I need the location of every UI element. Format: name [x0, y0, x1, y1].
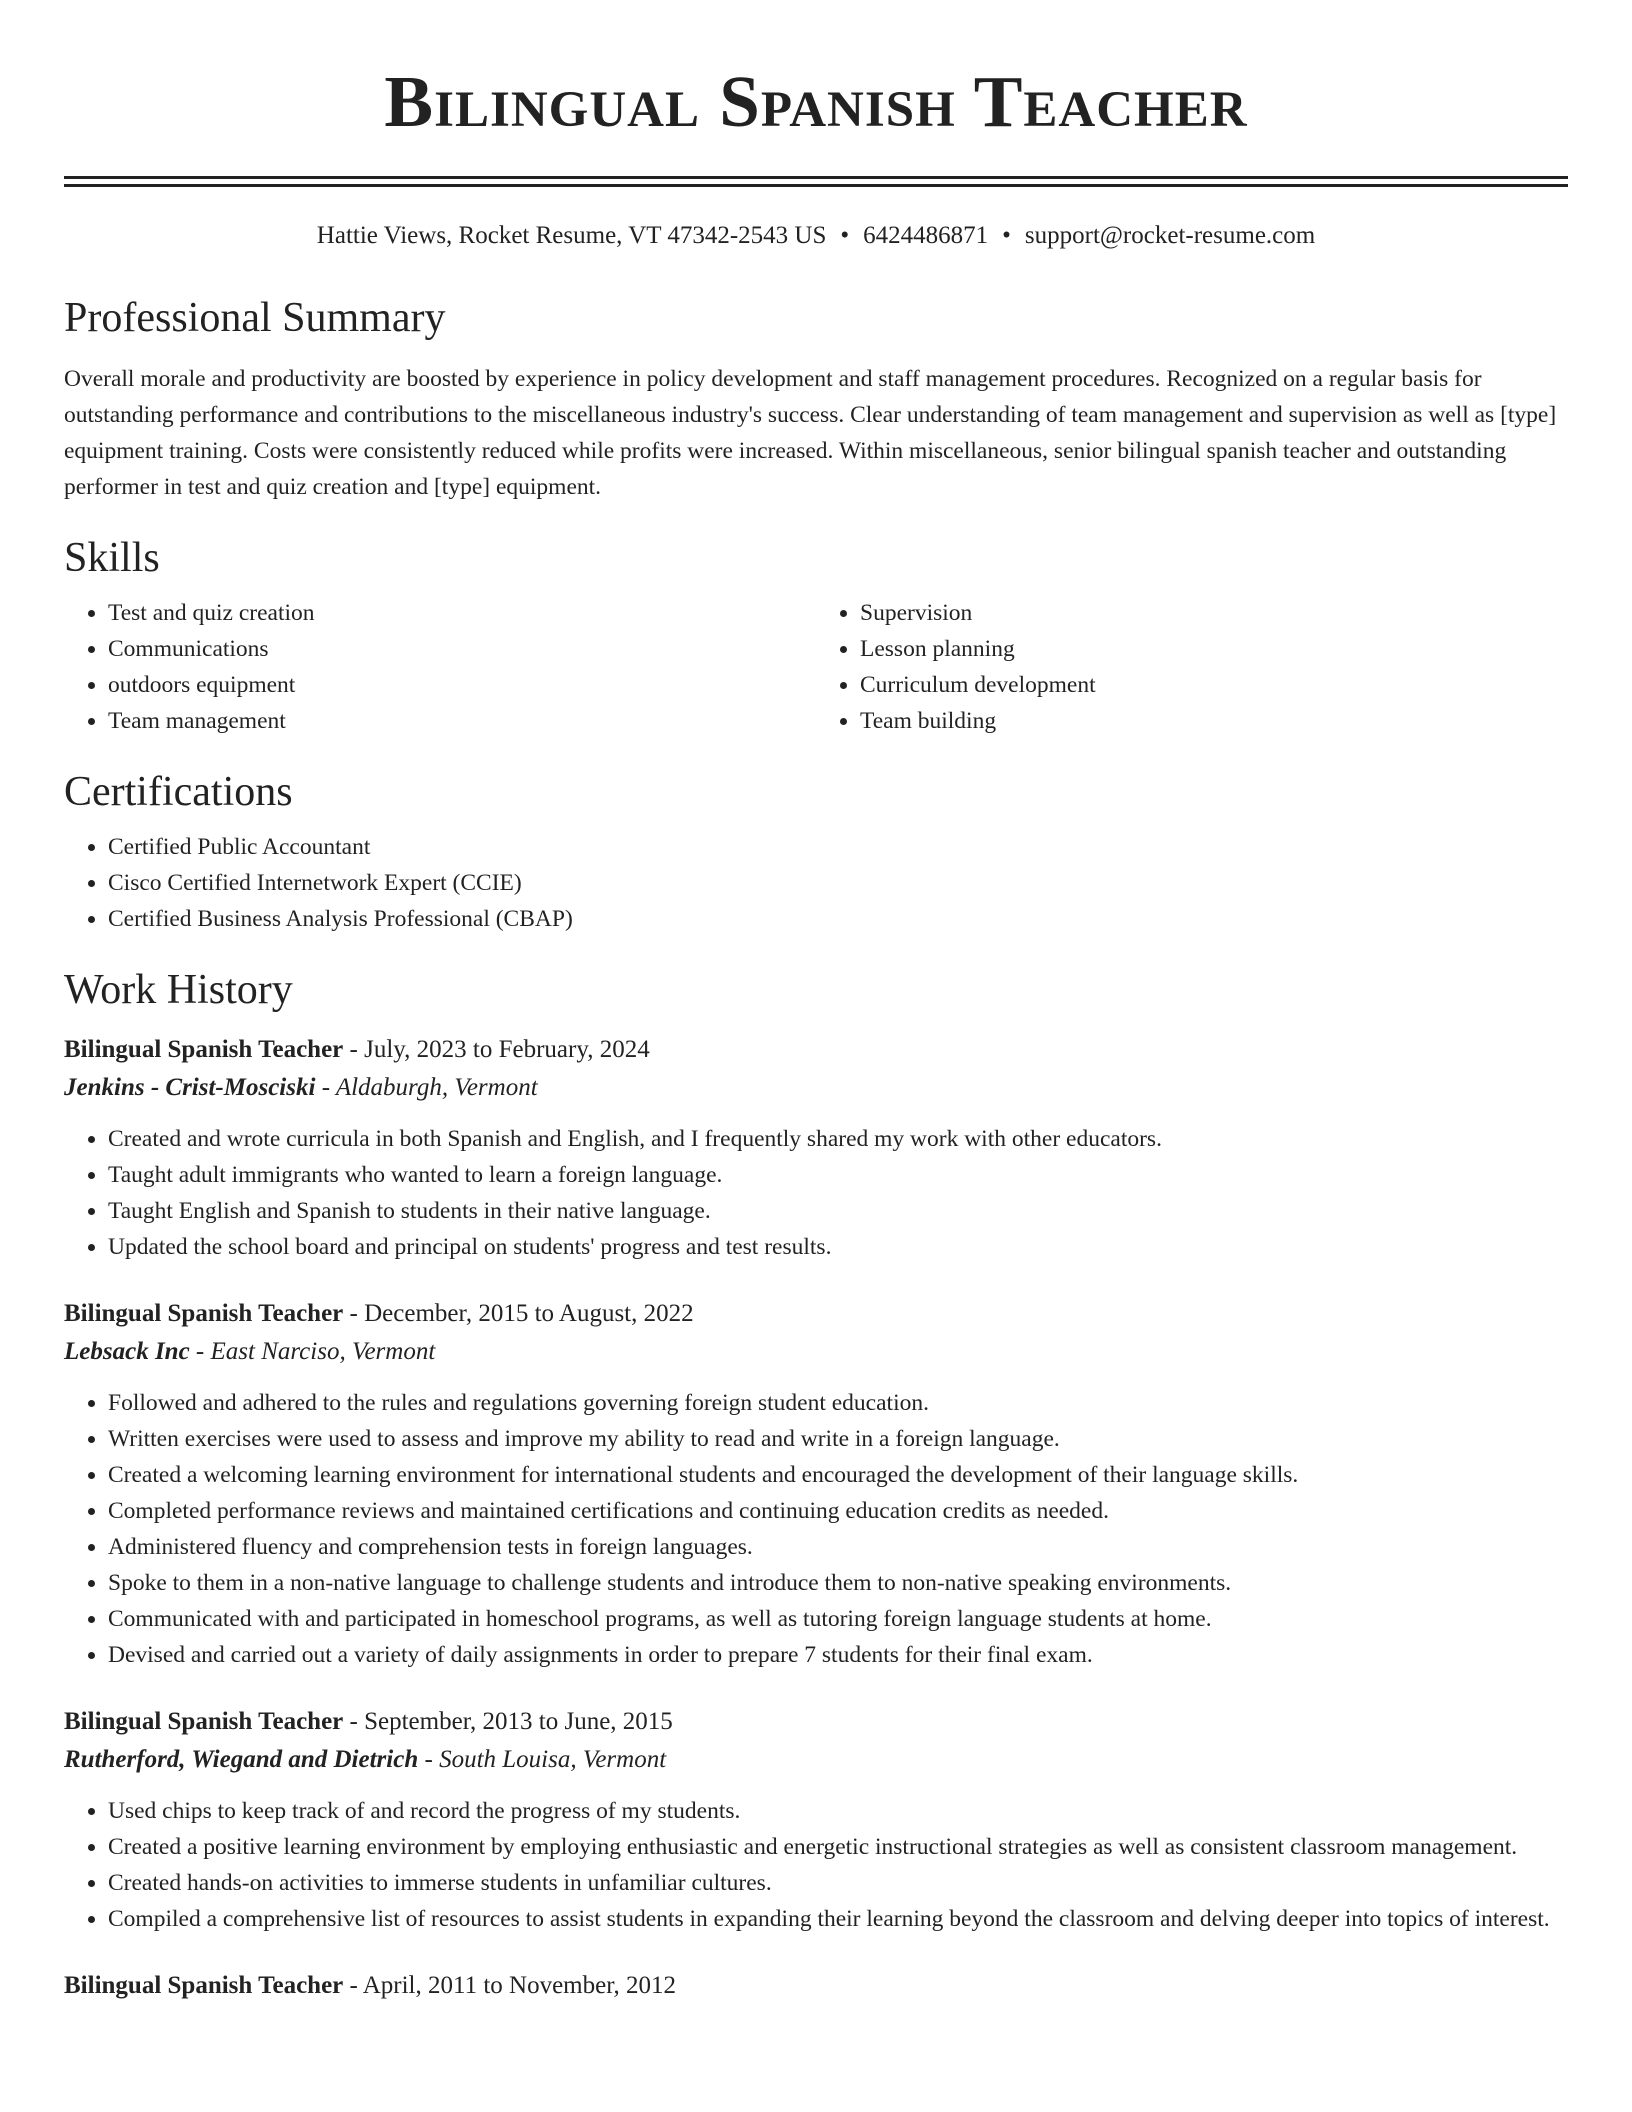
- header-divider-bottom: [64, 184, 1568, 187]
- contact-line: [64, 221, 1568, 251]
- job-bullets: [64, 1121, 1568, 1265]
- header-divider-top: [64, 176, 1568, 179]
- job-bullet: • Administered fluency and comprehension tests in foreign languages.: [108, 1529, 1568, 1565]
- skill-item: • Communications: [108, 631, 816, 667]
- summary-section: [64, 293, 1568, 505]
- certifications-section: [64, 767, 1568, 937]
- job-entry: [64, 1295, 1568, 1673]
- job-location: South Louisa, Vermont: [439, 1746, 667, 1773]
- skill-item: • Curriculum development: [860, 667, 1568, 703]
- job-bullet: • Updated the school board and principal on students' progress and test results.: [108, 1229, 1568, 1265]
- certifications-heading: Certifications: [64, 769, 293, 815]
- job-dates: September, 2013 to June, 2015: [364, 1708, 673, 1735]
- job-title: Bilingual Spanish Teacher: [64, 1708, 344, 1735]
- job-bullet: • Used chips to keep track of and record the progress of my students.: [108, 1793, 1568, 1829]
- skills-list-right: [816, 595, 1568, 739]
- skill-item: • Team building: [860, 703, 1568, 739]
- job-company: Jenkins - Crist-Mosciski: [64, 1074, 316, 1101]
- job-bullet: • Taught English and Spanish to students in their native language.: [108, 1193, 1568, 1229]
- contact-separator: •: [1002, 222, 1011, 249]
- job-title: Bilingual Spanish Teacher: [64, 1036, 344, 1063]
- certifications-list: [64, 829, 1568, 937]
- skill-item: • outdoors equipment: [108, 667, 816, 703]
- skills-section: [64, 533, 1568, 739]
- summary-heading: Professional Summary: [64, 295, 446, 341]
- job-entry: [64, 1031, 1568, 1265]
- job-bullets: [64, 1385, 1568, 1673]
- job-bullet: • Written exercises were used to assess and improve my ability to read and write in a foreign language.: [108, 1421, 1568, 1457]
- job-title-line: Bilingual Spanish Teacher - April, 2011 to November, 2012: [64, 1972, 677, 1999]
- job-company: Lebsack Inc: [64, 1338, 190, 1365]
- job-company: Rutherford, Wiegand and Dietrich: [64, 1746, 419, 1773]
- skill-item: • Lesson planning: [860, 631, 1568, 667]
- job-company-line: Jenkins - Crist-Mosciski - Aldaburgh, Vermont: [64, 1074, 538, 1101]
- job-bullet: • Followed and adhered to the rules and regulations governing foreign student education.: [108, 1385, 1568, 1421]
- job-bullet: • Created hands-on activities to immerse students in unfamiliar cultures.: [108, 1865, 1568, 1901]
- job-bullet: • Created a welcoming learning environment for international students and encouraged the development of their language skills.: [108, 1457, 1568, 1493]
- skill-item: • Team management: [108, 703, 816, 739]
- job-title: Bilingual Spanish Teacher: [64, 1972, 344, 1999]
- job-bullet: • Completed performance reviews and maintained certifications and continuing education credits as needed.: [108, 1493, 1568, 1529]
- job-bullet: • Devised and carried out a variety of daily assignments in order to prepare 7 students for their final exam.: [108, 1637, 1568, 1673]
- certification-item: • Certified Public Accountant: [108, 829, 1568, 865]
- job-title-line: Bilingual Spanish Teacher - July, 2023 to February, 2024: [64, 1036, 650, 1063]
- job-bullet: • Created and wrote curricula in both Spanish and English, and I frequently shared my work with other educators.: [108, 1121, 1568, 1157]
- job-bullet: • Created a positive learning environment by employing enthusiastic and energetic instructional strategies as well as consistent classroom management.: [108, 1829, 1568, 1865]
- job-dates: April, 2011 to November, 2012: [362, 1972, 677, 1999]
- job-bullet: • Communicated with and participated in homeschool programs, as well as tutoring foreign language students at home.: [108, 1601, 1568, 1637]
- work-history-heading: Work History: [64, 967, 293, 1013]
- contact-email[interactable]: support@rocket-resume.com: [1024, 222, 1316, 249]
- job-bullet: • Compiled a comprehensive list of resources to assist students in expanding their learning beyond the classroom and delving deeper into topics of interest.: [108, 1901, 1568, 1937]
- contact-address: Hattie Views, Rocket Resume, VT 47342-2543 US: [316, 222, 827, 249]
- resume-name: Bilingual Spanish Teacher: [384, 61, 1248, 142]
- job-location: Aldaburgh, Vermont: [335, 1074, 538, 1101]
- contact-phone: 6424486871: [863, 222, 989, 249]
- job-dates: December, 2015 to August, 2022: [364, 1300, 694, 1327]
- contact-separator: •: [840, 222, 850, 249]
- skill-item: • Test and quiz creation: [108, 595, 816, 631]
- job-company-line: Rutherford, Wiegand and Dietrich - South Louisa, Vermont: [64, 1746, 667, 1773]
- job-bullet: • Taught adult immigrants who wanted to learn a foreign language.: [108, 1157, 1568, 1193]
- work-history-section: [64, 965, 1568, 2005]
- certification-item: • Certified Business Analysis Professional (CBAP): [108, 901, 1568, 937]
- job-bullets: [64, 1793, 1568, 1937]
- job-title: Bilingual Spanish Teacher: [64, 1300, 344, 1327]
- summary-text: Overall morale and productivity are boosted by experience in policy development and staff management procedures. Recognized on a regular basis for outstanding performance and contributions to the miscellaneous industry's success. Clear understanding of team management and supervision as well as [type] equipment training. Costs were consistently reduced while profits were increased. Within miscellaneous, senior bilingual spanish teacher and outstanding performer in test and quiz creation and [type] equipment.: [64, 366, 1557, 500]
- skills-heading: Skills: [64, 535, 160, 581]
- job-title-line: Bilingual Spanish Teacher - December, 2015 to August, 2022: [64, 1300, 694, 1327]
- skills-columns: [64, 595, 1568, 739]
- certification-item: • Cisco Certified Internetwork Expert (CCIE): [108, 865, 1568, 901]
- job-company-line: Lebsack Inc - East Narciso, Vermont: [64, 1338, 436, 1365]
- skills-list-left: [64, 595, 816, 739]
- job-entry: [64, 1967, 1568, 2005]
- job-title-line: Bilingual Spanish Teacher - September, 2013 to June, 2015: [64, 1708, 673, 1735]
- job-entry: [64, 1703, 1568, 1937]
- job-bullet: • Spoke to them in a non-native language to challenge students and introduce them to non-native speaking environments.: [108, 1565, 1568, 1601]
- job-location: East Narciso, Vermont: [210, 1338, 436, 1365]
- job-dates: July, 2023 to February, 2024: [364, 1036, 650, 1063]
- skill-item: • Supervision: [860, 595, 1568, 631]
